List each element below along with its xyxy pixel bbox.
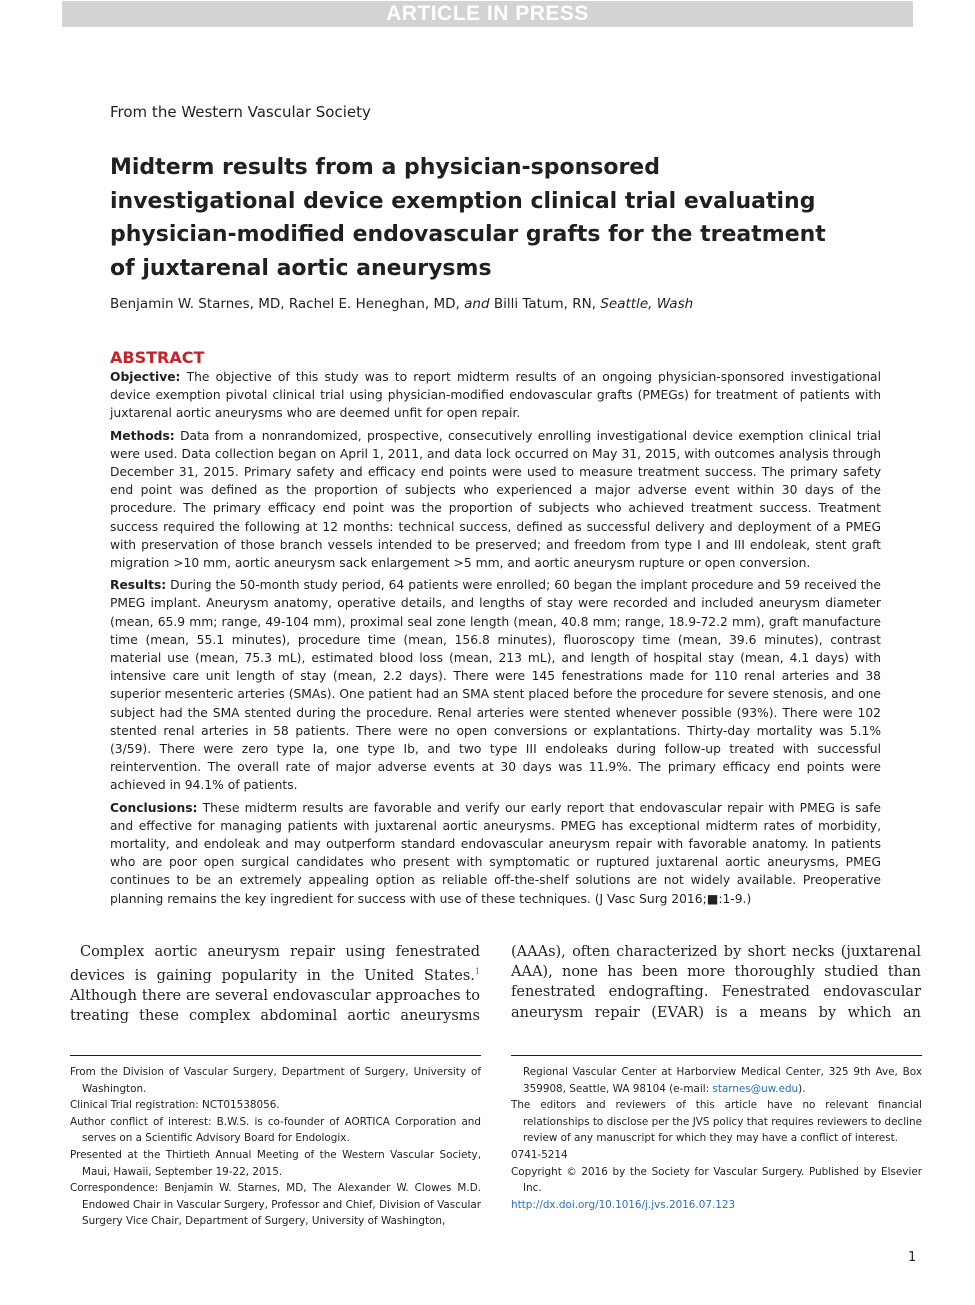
abstract-conclusions bbox=[110, 799, 881, 908]
methods-text: Data from a nonrandomized, prospective, consecutively enrolling investigational device exemption clinical trial were used. Data collection began on April 1, 2011, and data lock occurred on May 31, 2015, with outcomes analysis through December 31, 2015. Primary safety and efficacy end points were used to measure treatment success. The primary safety end point was defined as the proportion of subjects who experienced a major adverse event within 30 days of the procedure. The primary efficacy end point was the proportion of subjects who achieved treatment success. Treatment success required the following at 12 months: technical success, defined as successful delivery and deployment of a PMEG with preservation of those branch vessels intended to be preserved; and freedom from type I and III endoleak, stent graft migration >10 mm, aortic aneurysm sack enlargement >5 mm, and aortic aneurysm rupture or open conversion. bbox=[110, 428, 881, 571]
abstract-body bbox=[110, 368, 881, 912]
conclusions-text: These midterm results are favorable and verify our early report that endovascular repair with PMEG is safe and effective for managing patients with juxtarenal aortic aneurysms. PMEG has exceptional midterm rates of morbidity, mortality, and endoleak and may outperform standard endovascular aneurysm repair with favorable anatomy. In patients who are poor open surgical candidates who present with symptomatic or ruptured juxtarenal aortic aneurysms, PMEG continues to be an extremely appealing option as reliable off-the-shelf solutions are not widely available. Preoperative planning remains the key ingredient for success with use of these techniques. (J Vasc Surg 2016;■:1-9.) bbox=[110, 800, 881, 906]
author-and: and bbox=[464, 296, 490, 312]
author-line bbox=[110, 294, 870, 314]
footnote-copyright: Copyright © 2016 by the Society for Vascular Surgery. Published by Elsevier Inc. bbox=[511, 1165, 922, 1195]
results-label: Results: bbox=[110, 578, 167, 593]
conclusions-label: Conclusions: bbox=[110, 800, 198, 815]
doi-link[interactable]: http://dx.doi.org/10.1016/j.jvs.2016.07.123 bbox=[511, 1198, 736, 1211]
article-in-press-banner: ARTICLE IN PRESS bbox=[62, 1, 913, 27]
author-location: Seattle, Wash bbox=[600, 296, 694, 312]
footnote-presented: Presented at the Thirtieth Annual Meeting of the Western Vascular Society, Maui, Hawaii, September 19-22, 2015. bbox=[70, 1148, 481, 1178]
footnote-trial-registration: Clinical Trial registration: NCT01538056. bbox=[70, 1099, 280, 1112]
abstract-objective bbox=[110, 368, 881, 423]
body-left-continued: Although there are several endovascular approaches to treating these complex abdominal aortic aneurysms bbox=[70, 988, 480, 1025]
footnote-editors: The editors and reviewers of this article have no relevant financial relationships to disclose per the JVS policy that requires reviewers to decline review of any manuscript for which they may have a conflict of interest. bbox=[511, 1099, 922, 1145]
footnote-conflict: Author conflict of interest: B.W.S. is co-founder of AORTICA Corporation and serves on a Scientific Advisory Board for Endologix. bbox=[70, 1115, 481, 1145]
body-right-text: (AAAs), often characterized by short necks (juxtarenal AAA), none has been more thoroughly studied than fenestrated endografting. Fenestrated endovascular aneurysm repair (EVAR) is a means by which an bbox=[511, 944, 921, 1021]
footnote-address bbox=[511, 1064, 922, 1097]
footnote-divider-left bbox=[70, 1055, 481, 1056]
footnote-correspondence: Correspondence: Benjamin W. Starnes, MD, The Alexander W. Clowes M.D. Endowed Chair in Vascular Surgery, Professor and Chief, Division of Vascular Surgery Vice Chair, Department of Surgery, University of Washington, bbox=[70, 1182, 481, 1228]
footnote-divider-right bbox=[511, 1055, 922, 1056]
body-paragraph bbox=[70, 942, 480, 1027]
results-text: During the 50-month study period, 64 patients were enrolled; 60 began the implant procedure and 59 received the PMEG implant. Aneurysm anatomy, operative details, and lengths of stay were recorded and included aneurysm diameter (mean, 65.9 mm; range, 49-104 mm), proximal seal zone length (mean, 40.8 mm; range, 18.9-72.2 mm), graft manufacture time (mean, 55.1 minutes), procedure time (mean, 156.8 minutes), fluoroscopy time (mean, 39.6 minutes), contrast material use (mean, 75.3 mL), estimated blood loss (mean, 213 mL), and length of hospital stay (mean, 4.1 days) with intensive care unit length of stay (mean, 2.2 days). There were 145 fenestrations made for 110 renal arteries and 38 superior mesenteric arteries (SMAs). One patient had an SMA stent placed before the procedure for severe stenosis, and one subject had the SMA stented during the procedure. Renal arteries were stented whenever possible (93%). There were 102 stented renal arteries in 58 patients. There were no open conversions or explantations. Thirty-day mortality was 5.1% (3/59). There were zero type Ia, one type Ib, and two type III endoleaks during follow-up treated with successful reintervention. The overall rate of major adverse events at 30 days was 11.9%. The primary efficacy end points were achieved in 94.1% of patients. bbox=[110, 578, 881, 793]
society-label: From the Western Vascular Society bbox=[110, 103, 371, 121]
author-last: Billi Tatum, RN, bbox=[493, 296, 597, 312]
email-link[interactable]: starnes@uw.edu bbox=[712, 1082, 799, 1095]
body-column-left bbox=[70, 942, 480, 1027]
footnotes-right bbox=[511, 1064, 922, 1213]
address-text: Regional Vascular Center at Harborview Medical Center, 325 9th Ave, Box 359908, Seattle, WA 98104 (e-mail: bbox=[523, 1066, 922, 1095]
objective-text: The objective of this study was to report midterm results of an ongoing physician-sponsored investigational device exemption pivotal clinical trial using physician-modified endovascular grafts (PMEGs) for treatment of patients with juxtarenal aortic aneurysms who are deemed unfit for open repair. bbox=[110, 370, 881, 421]
article-title: Midterm results from a physician-sponsored investigational device exemption clinical trial evaluating physician-modified endovascular grafts for the treatment of juxtarenal aortic aneurysms bbox=[110, 155, 826, 281]
objective-label: Objective: bbox=[110, 370, 181, 384]
body-column-right bbox=[511, 942, 921, 1023]
page-number: 1 bbox=[908, 1250, 917, 1265]
methods-label: Methods: bbox=[110, 428, 175, 443]
abstract-heading: ABSTRACT bbox=[110, 348, 205, 367]
body-left-text: Complex aortic aneurysm repair using fenestrated devices is gaining popularity in the United States. bbox=[70, 944, 480, 985]
address-end: ). bbox=[798, 1082, 806, 1095]
abstract-results bbox=[110, 576, 881, 794]
footnote-issn: 0741-5214 bbox=[511, 1148, 568, 1161]
abstract-methods bbox=[110, 427, 881, 573]
reference-1-link[interactable]: 1 bbox=[474, 967, 480, 977]
author-names: Benjamin W. Starnes, MD, Rachel E. Heneghan, MD, bbox=[110, 296, 460, 312]
footnotes-left bbox=[70, 1064, 481, 1230]
footnote-affiliation: From the Division of Vascular Surgery, Department of Surgery, University of Washington. bbox=[70, 1066, 481, 1095]
